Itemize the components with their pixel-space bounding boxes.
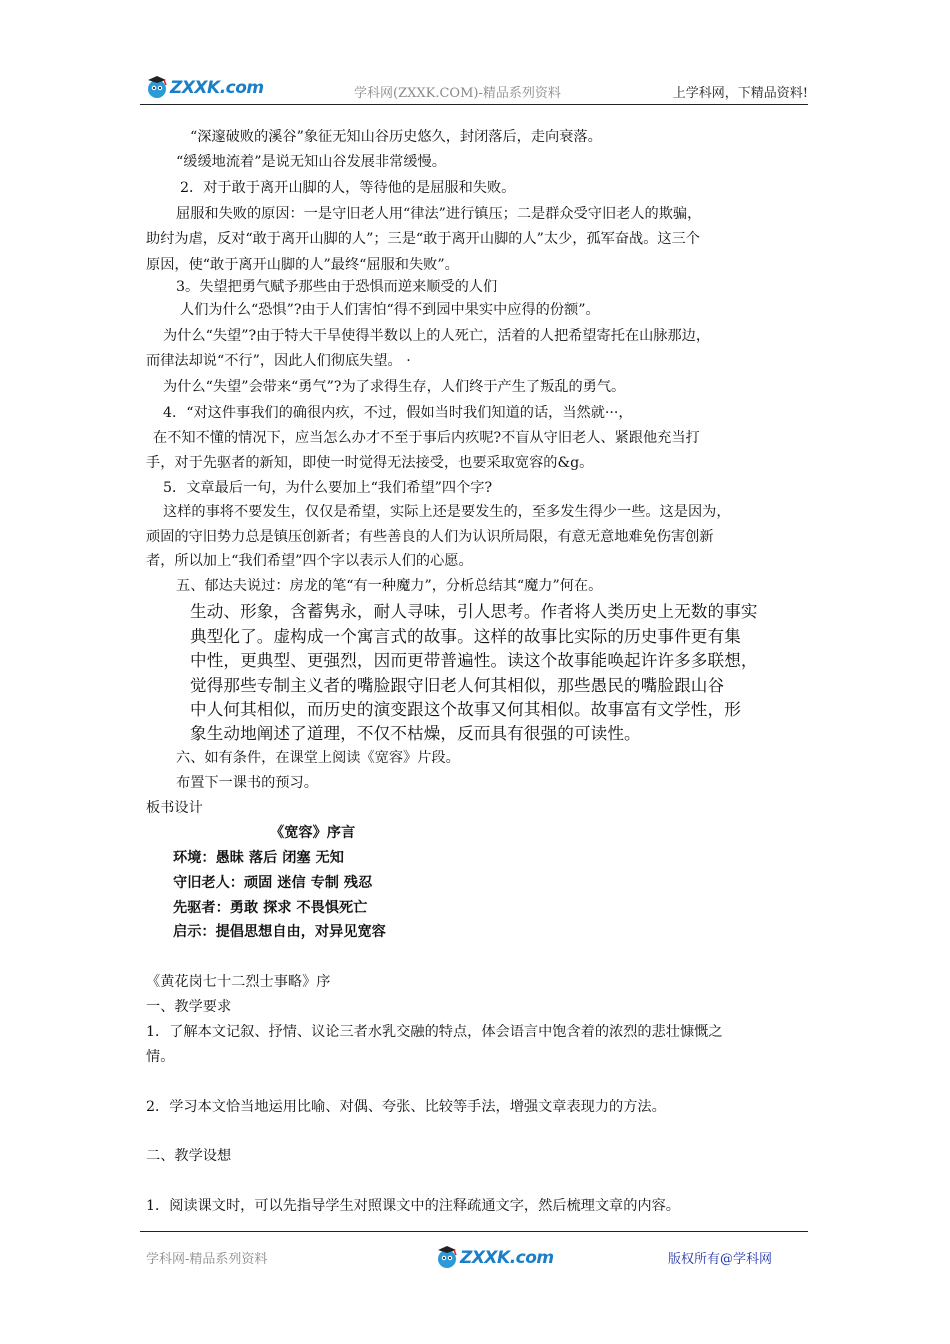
- text-line: 1．阅读课文时，可以先指导学生对照课文中的注释疏通文字，然后梳理文章的内容。: [146, 1198, 680, 1214]
- text-line: 六、如有条件，在课堂上阅读《宽容》片段。: [176, 750, 460, 766]
- section-heading: 一、教学要求: [146, 999, 232, 1015]
- text-line: 这样的事将不要发生，仅仅是希望，实际上还是要发生的，至多发生得少一些。这是因为，: [163, 504, 731, 520]
- text-line: 1．了解本文记叙、抒情、议论三者水乳交融的特点，体会语言中饱含着的浓烈的悲壮慷慨之: [146, 1024, 723, 1040]
- section-heading: 二、教学设想: [146, 1148, 232, 1164]
- text-line: 生动、形象，含蓄隽永，耐人寻味，引人思考。作者将人类历史上无数的事实: [190, 602, 758, 621]
- board-title: 《宽容》序言: [270, 825, 356, 841]
- lesson-title: 《黄花岗七十二烈士事略》序: [146, 974, 331, 990]
- text-line: 为什么“失望”会带来“勇气”?为了求得生存，人们终于产生了叛乱的勇气。: [163, 379, 626, 395]
- board-line: 守旧老人：顽固 迷信 专制 残忍: [173, 875, 373, 891]
- text-line: 2．对于敢于离开山脚的人，等待他的是屈服和失败。: [180, 180, 516, 196]
- text-line: 五、郁达夫说过：房龙的笔“有一种魔力”，分析总结其“魔力”何在。: [176, 578, 603, 594]
- mascot-icon: [142, 72, 172, 102]
- page-header: [140, 70, 808, 104]
- header-divider: [140, 104, 808, 105]
- text-line: 情。: [146, 1049, 175, 1065]
- text-line: 者，所以加上“我们希望”四个字以表示人们的心愿。: [146, 553, 473, 569]
- text-line: 象生动地阐述了道理，不仅不枯燥，反而具有很强的可读性。: [190, 724, 641, 743]
- board-line: 先驱者：勇敢 探求 不畏惧死亡: [173, 900, 368, 916]
- header-slogan: 上学科网，下精品资料!: [672, 86, 808, 101]
- footer-logo[interactable]: [430, 1240, 554, 1270]
- logo-text: ZXXK.com: [460, 1248, 554, 1268]
- text-line: 助纣为虐，反对“敢于离开山脚的人”；三是“敢于离开山脚的人”太少，孤军奋战。这三个: [146, 231, 700, 247]
- section-heading: 板书设计: [146, 800, 203, 816]
- board-line: 环境：愚昧 落后 闭塞 无知: [173, 850, 344, 866]
- text-line: 手，对于先驱者的新知，即使一时觉得无法接受，也要采取宽容的&g。: [146, 455, 594, 471]
- text-line: 觉得那些专制主义者的嘴脸跟守旧老人何其相似，那些愚民的嘴脸跟山谷: [190, 676, 725, 695]
- logo-text: ZXXK.com: [170, 78, 264, 98]
- text-line: 布置下一课书的预习。: [176, 775, 318, 791]
- footer-copyright: 版权所有@学科网: [668, 1252, 773, 1267]
- text-line: 顽固的守旧势力总是镇压创新者；有些善良的人们为认识所局限，有意无意地难免伤害创新: [146, 529, 714, 545]
- footer-site-title: 学科网-精品系列资料: [146, 1252, 268, 1267]
- text-line: 4．“对这件事我们的确很内疚，不过，假如当时我们知道的话，当然就···，: [163, 405, 633, 421]
- text-line: 3。失望把勇气赋予那些由于恐惧而逆来顺受的人们: [176, 279, 498, 295]
- text-line: 人们为什么“恐惧”?由于人们害怕“得不到园中果实中应得的份额”。: [180, 302, 600, 318]
- text-line: 典型化了。虚构成一个寓言式的故事。这样的故事比实际的历史事件更有集: [190, 627, 741, 646]
- mascot-icon: [432, 1242, 462, 1272]
- footer-divider: [140, 1231, 808, 1232]
- text-line: “缓缓地流着”是说无知山谷发展非常缓慢。: [176, 154, 446, 170]
- text-line: 屈服和失败的原因：一是守旧老人用“律法”进行镇压；二是群众受守旧老人的欺骗，: [176, 206, 702, 222]
- text-line: “深邃破败的溪谷”象征无知山谷历史悠久，封闭落后，走向衰落。: [190, 129, 602, 145]
- text-line: 中人何其相似，而历史的演变跟这个故事又何其相似。故事富有文学性，形: [190, 700, 741, 719]
- text-line: 而律法却说“不行”，因此人们彻底失望。 ·: [146, 353, 411, 369]
- text-line: 5．文章最后一句，为什么要加上“我们希望”四个字?: [163, 480, 493, 496]
- text-line: 2．学习本文恰当地运用比喻、对偶、夸张、比较等手法，增强文章表现力的方法。: [146, 1099, 666, 1115]
- board-line: 启示：提倡思想自由，对异见宽容: [173, 924, 386, 940]
- text-line: 在不知不懂的情况下，应当怎么办才不至于事后内疚呢?不盲从守旧老人、紧跟他充当打: [153, 430, 700, 446]
- text-line: 原因，使“敢于离开山脚的人”最终“屈服和失败”。: [146, 257, 459, 273]
- text-line: 为什么“失望”?由于特大干旱使得半数以上的人死亡，活着的人把希望寄托在山脉那边，: [163, 328, 711, 344]
- site-logo[interactable]: [140, 70, 264, 100]
- text-line: 中性，更典型、更强烈，因而更带普遍性。读这个故事能唤起许许多多联想，: [190, 651, 758, 670]
- header-site-title: 学科网(ZXXK.COM)-精品系列资料: [354, 86, 561, 101]
